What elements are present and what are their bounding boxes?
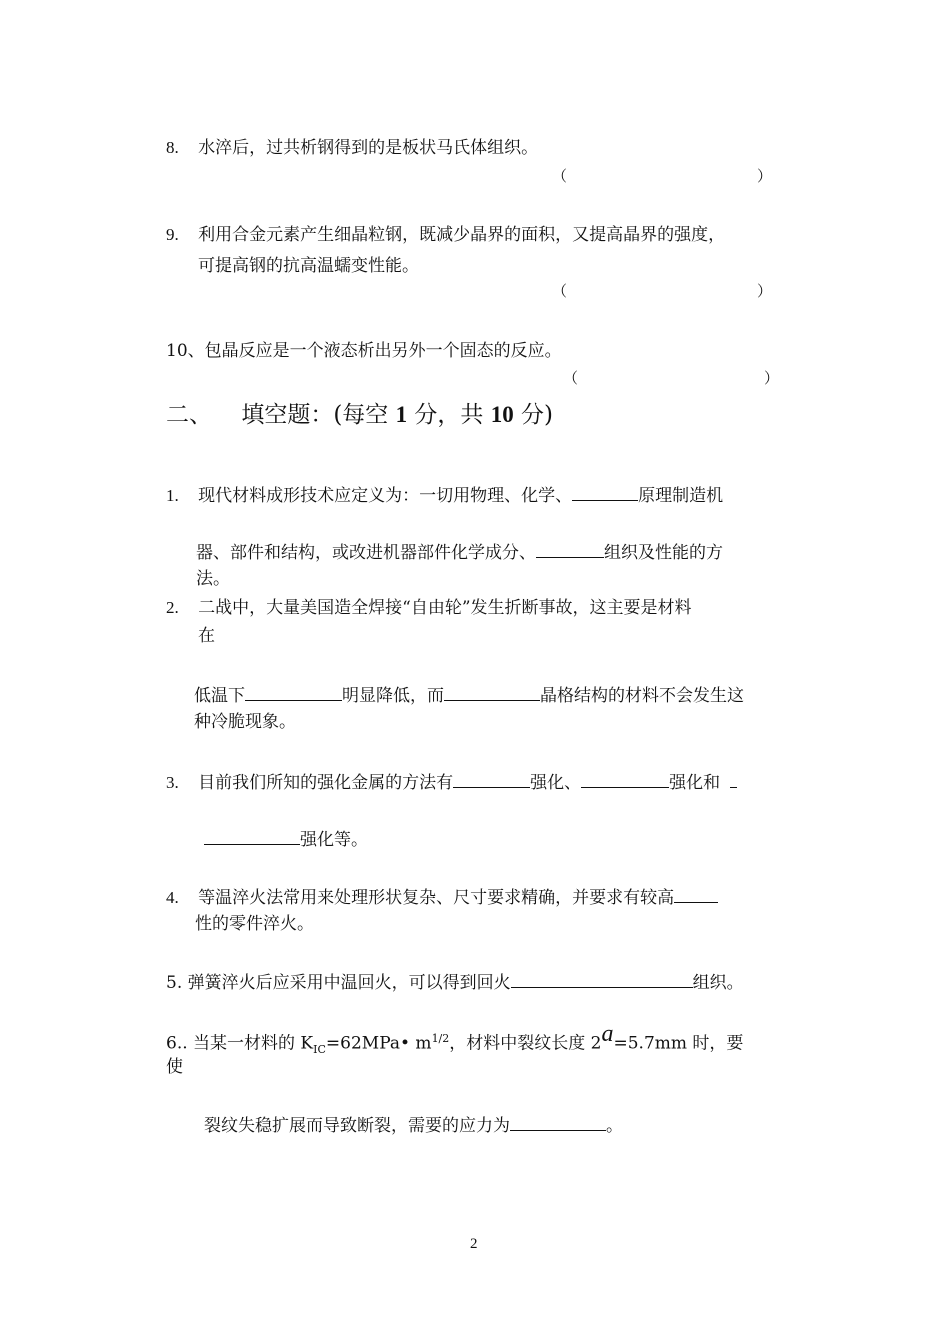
fill-question-2-line4: 种冷脆现象。 (194, 712, 296, 732)
answer-blank[interactable] (245, 684, 342, 701)
question-10: 10、包晶反应是一个液态析出另外一个固态的反应。 (166, 341, 562, 361)
subscript: IC (313, 1043, 326, 1057)
question-text: 晶格结构的材料不会发生这 (540, 686, 744, 706)
question-text: 低温下 (194, 686, 245, 706)
question-text: 强化等。 (300, 830, 368, 850)
question-text: 水淬后，过共析钢得到的是板状马氏体组织。 (198, 138, 539, 158)
section-title-ten: 10 (490, 402, 514, 427)
question-number: 2. (166, 598, 179, 617)
fill-question-5 (166, 971, 744, 993)
answer-blank[interactable] (511, 971, 693, 988)
question-9-line2: 可提高钢的抗高温蠕变性能。 (198, 256, 419, 276)
fill-question-1-line3: 法。 (196, 569, 230, 589)
section-prefix: 二、 (166, 402, 212, 428)
answer-blank[interactable] (674, 886, 718, 903)
question-number: 1. (166, 486, 179, 505)
fill-question-2-line2: 在 (198, 626, 215, 646)
question-text: 明显降低，而 (342, 686, 444, 706)
answer-blank-start[interactable] (730, 771, 737, 788)
answer-blank[interactable] (204, 828, 300, 845)
section-title-b: 分，共 (407, 402, 491, 428)
question-text: 。 (606, 1116, 623, 1136)
superscript: 1/2 (431, 1032, 450, 1045)
section-heading (166, 400, 553, 430)
question-text: 组织及性能的方 (604, 543, 723, 563)
question-number: 8. (166, 138, 179, 157)
answer-paren-close: ） (757, 282, 773, 300)
fill-question-6 (166, 1020, 744, 1060)
answer-blank[interactable] (581, 771, 669, 788)
question-number: 9. (166, 225, 179, 244)
question-text: 裂纹失稳扩展而导致断裂，需要的应力为 (204, 1116, 510, 1136)
question-number: 3. (166, 773, 179, 792)
answer-blank[interactable] (572, 484, 638, 501)
fill-question-4-line2: 性的零件淬火。 (195, 914, 314, 934)
question-text: 原理制造机 (638, 486, 724, 506)
page-number: 2 (470, 1236, 478, 1252)
answer-blank[interactable] (536, 541, 604, 558)
question-text: ，材料中裂纹长度 2 (449, 1033, 602, 1054)
question-text: 现代材料成形技术应定义为：一切用物理、化学、 (198, 486, 573, 506)
fill-question-1 (166, 484, 723, 506)
section-title-one: 1 (395, 402, 408, 427)
answer-blank[interactable] (444, 684, 540, 701)
question-text: 目前我们所知的强化金属的方法有 (198, 773, 454, 793)
question-text: 6.. 当某一材料的 K (166, 1033, 314, 1054)
question-text: 等温淬火法常用来处理形状复杂、尺寸要求精确，并要求有较高 (198, 888, 675, 908)
fill-question-6-line2: 使 (166, 1057, 183, 1077)
fill-question-2 (166, 598, 692, 618)
section-title-c: 分) (513, 402, 554, 428)
question-text: 利用合金元素产生细晶粒钢，既减少晶界的面积，又提高晶界的强度， (198, 225, 726, 245)
question-text: =62MPa• m (325, 1033, 432, 1054)
question-text: 组织。 (692, 973, 744, 993)
section-title-a: 填空题：(每空 (241, 402, 396, 428)
answer-paren-close: ） (764, 369, 780, 387)
answer-paren-open: （ (552, 282, 568, 300)
question-text: 强化和 (669, 773, 721, 793)
fill-question-3-line2 (204, 828, 368, 850)
question-text: 5. 弹簧淬火后应采用中温回火，可以得到回火 (166, 973, 511, 993)
variable-a: a (601, 1020, 614, 1047)
answer-blank[interactable] (453, 771, 530, 788)
fill-question-4 (166, 886, 718, 908)
answer-blank[interactable] (510, 1114, 606, 1131)
fill-question-3 (166, 771, 737, 793)
fill-question-2-line3 (194, 684, 744, 706)
fill-question-6-line3 (204, 1114, 623, 1136)
question-text: 二战中，大量美国造全焊接“自由轮”发生折断事故，这主要是材料 (198, 598, 692, 618)
fill-question-1-line2 (196, 541, 723, 563)
answer-paren-open: （ (563, 369, 579, 387)
question-number: 4. (166, 888, 179, 907)
answer-paren-close: ） (757, 167, 773, 185)
answer-paren-open: （ (552, 167, 568, 185)
question-text: =5.7mm 时，要 (613, 1033, 744, 1054)
question-9 (166, 225, 725, 245)
question-8 (166, 138, 538, 158)
question-text: 强化、 (530, 773, 582, 793)
question-text: 器、部件和结构，或改进机器部件化学成分、 (196, 543, 536, 563)
